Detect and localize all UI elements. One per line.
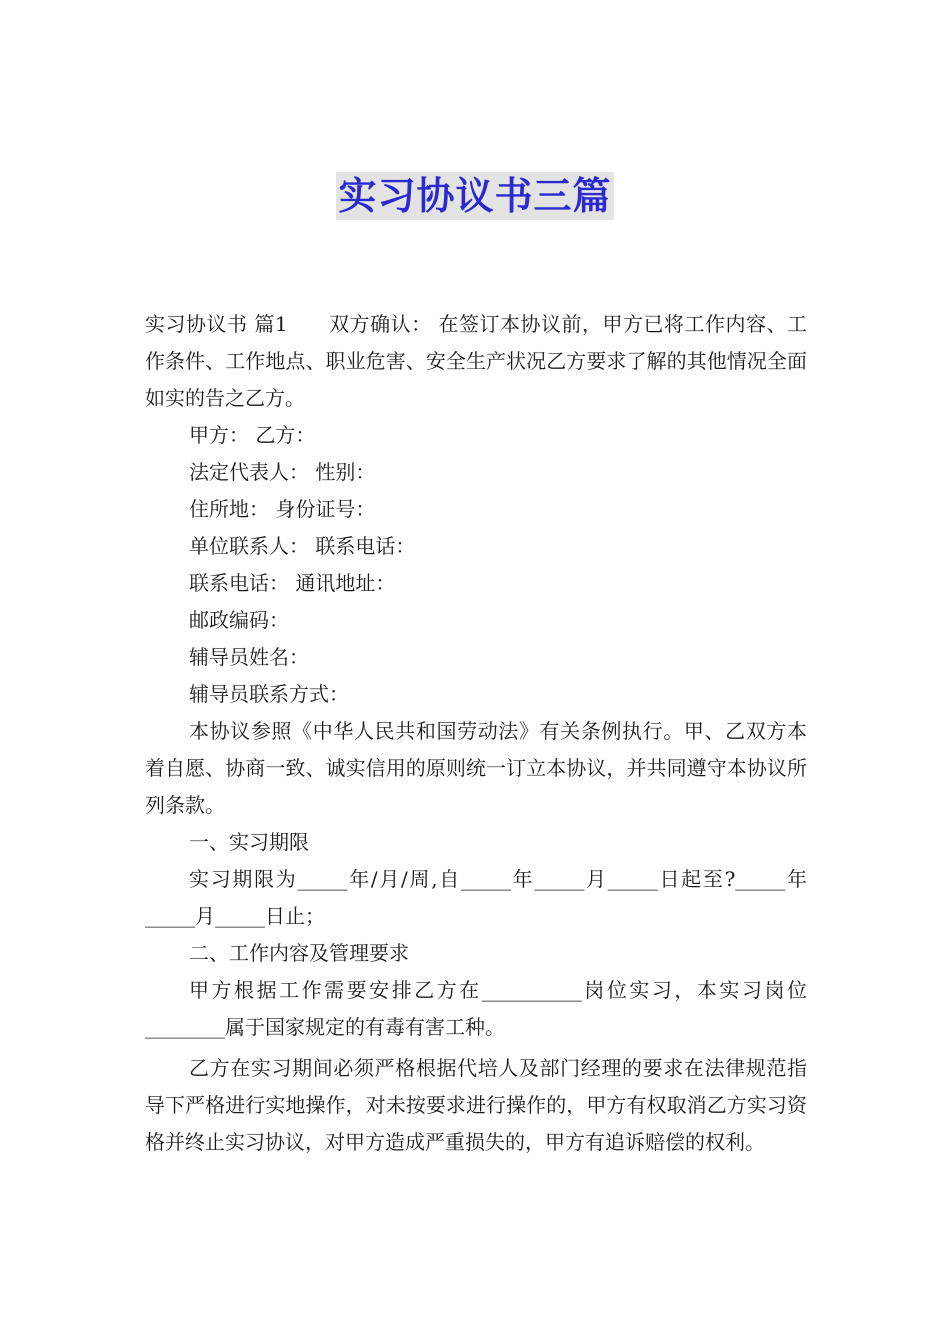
field-party-a-b: 甲方： 乙方： <box>189 423 316 447</box>
document-body <box>145 306 807 1161</box>
field-address-id: 住所地： 身份证号： <box>189 497 376 521</box>
paragraph-period: 实习期限为_____年/月/周,自_____年_____月_____日起至?_____年_____月_____日止； <box>145 867 807 928</box>
title-container <box>0 172 950 220</box>
document-title: 实习协议书三篇 <box>338 174 612 218</box>
paragraph-legal-basis: 本协议参照《中华人民共和国劳动法》有关条例执行。甲、乙双方本着自愿、协商一致、诚实信用的原则统一订立本协议，并共同遵守本协议所列条款。 <box>145 719 807 817</box>
paragraph-work-position: 甲方根据工作需要安排乙方在__________岗位实习，本实习岗位________属于国家规定的有毒有害工种。 <box>145 978 807 1039</box>
section-heading-work: 二、工作内容及管理要求 <box>189 941 409 965</box>
field-counselor-contact: 辅导员联系方式： <box>189 682 349 706</box>
paragraph-intro: 实习协议书 篇1 双方确认： 在签订本协议前，甲方已将工作内容、工作条件、工作地点、职业危害、安全生产状况乙方要求了解的其他情况全面如实的告之乙方。 <box>145 312 807 410</box>
section-heading-period: 一、实习期限 <box>189 830 309 854</box>
paragraph-work-rules: 乙方在实习期间必须严格根据代培人及部门经理的要求在法律规范指导下严格进行实地操作，对未按要求进行操作的，甲方有权取消乙方实习资格并终止实习协议，对甲方造成严重损失的，甲方有追诉赔偿的权利。 <box>145 1056 807 1154</box>
field-contact-phone: 单位联系人： 联系电话： <box>189 534 416 558</box>
field-counselor-name: 辅导员姓名： <box>189 645 309 669</box>
field-legal-rep-gender: 法定代表人： 性别： <box>189 460 376 484</box>
field-postal-code: 邮政编码： <box>189 608 289 632</box>
field-phone-mail-address: 联系电话： 通讯地址： <box>189 571 396 595</box>
